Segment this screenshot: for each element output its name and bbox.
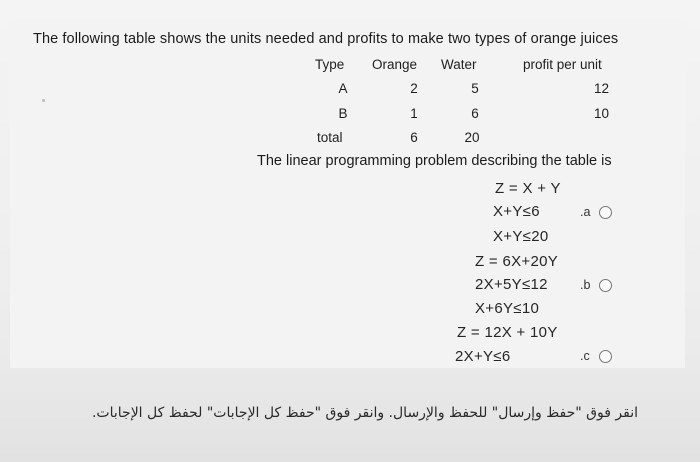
option-a-radio[interactable] xyxy=(599,206,612,219)
table-header-profit: profit per unit xyxy=(523,57,602,72)
option-b-radio[interactable] xyxy=(599,279,612,292)
table-cell-orange: 2 xyxy=(410,81,418,96)
bullet-dot xyxy=(42,99,45,102)
table-cell-profit: 12 xyxy=(593,81,609,96)
save-instruction-text: انقر فوق "حفظ وإرسال" للحفظ والإرسال. وانقر فوق "حفظ كل الإجابات" لحفظ كل الإجابات. xyxy=(91,405,638,421)
table-header-orange: Orange xyxy=(372,57,418,72)
table-cell-type: A xyxy=(338,81,348,96)
table-cell-profit: 10 xyxy=(593,106,609,121)
table-header-water: Water xyxy=(441,57,477,72)
option-a-constraint-1: X+Y≤6 xyxy=(493,203,540,220)
table-cell-water: 5 xyxy=(471,81,479,96)
option-b-objective: Z = 6X+20Y xyxy=(475,253,559,270)
option-c-objective: Z = 12X + 10Y xyxy=(457,324,558,341)
option-c-constraint-1: 2X+Y≤6 xyxy=(455,348,511,365)
option-b-constraint-2: X+6Y≤10 xyxy=(475,300,540,317)
table-cell-orange: 1 xyxy=(410,106,418,121)
table-cell-type: B xyxy=(338,106,348,121)
option-a-letter: .a xyxy=(580,205,591,219)
table-total-label: total xyxy=(317,130,343,145)
table-total-orange: 6 xyxy=(410,130,418,145)
table-cell-water: 6 xyxy=(471,106,479,121)
option-b-letter: .b xyxy=(580,278,591,292)
table-total-water: 20 xyxy=(464,130,480,145)
option-c-letter: .c xyxy=(580,349,590,363)
table-header-type: Type xyxy=(315,57,345,72)
option-a-objective: Z = X + Y xyxy=(495,180,561,197)
option-b-constraint-1: 2X+5Y≤12 xyxy=(475,276,548,293)
option-c-radio[interactable] xyxy=(599,350,612,363)
question-text: The following table shows the units needed and profits to make two types of orange juices xyxy=(33,31,619,47)
lp-intro-text: The linear programming problem describing the table is xyxy=(257,153,612,169)
option-a-constraint-2: X+Y≤20 xyxy=(493,228,549,245)
